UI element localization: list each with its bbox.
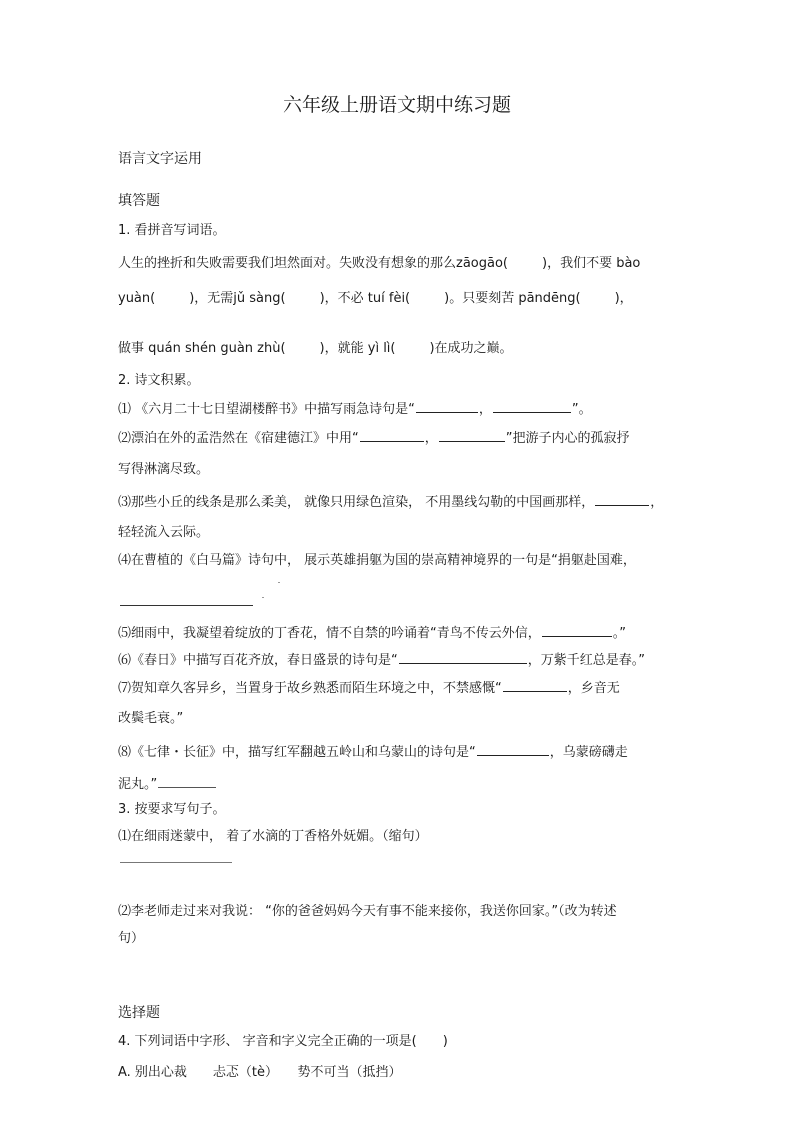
question-2-item-2 — [118, 428, 630, 448]
text: ，乡音无 — [567, 681, 620, 696]
question-2-item-8 — [118, 742, 628, 762]
text: ”。 — [571, 402, 592, 417]
text: )。只要刻苦 pāndēng( — [444, 291, 581, 306]
answer-blank[interactable] — [493, 399, 571, 413]
text: 泥丸。” — [118, 777, 158, 792]
text: 人生的挫折和失败需要我们坦然面对。失败没有想象的那么zāogāo( — [118, 256, 508, 271]
subsection-heading-fill: 填答题 — [118, 193, 160, 209]
question-1-heading: 1. 看拼音写词语。 — [118, 223, 226, 238]
text: ， — [424, 431, 438, 446]
answer-blank[interactable] — [399, 650, 527, 664]
question-2-item-1 — [118, 399, 592, 419]
text: )，我们不要 bào — [542, 256, 641, 271]
question-3-item-2: ⑵李老师走过来对我说： “你的爸爸妈妈今天有事不能来接你，我送你回家。”（改为转述 — [118, 904, 617, 919]
question-2-item-4: ⑷在曹植的《白马篇》诗句中， 展示英雄捐躯为国的崇高精神境界的一句是“捐躯赴国难， — [118, 553, 636, 568]
question-2-item-5 — [118, 623, 626, 643]
page-title: 六年级上册语文期中练习题 — [282, 94, 511, 116]
question-2-item-8-cont — [118, 774, 217, 794]
question-2-item-7-cont: 改鬓毛衰。” — [118, 711, 184, 726]
text: ，万紫千红总是春。” — [527, 653, 645, 668]
answer-blank[interactable] — [439, 428, 505, 442]
text: ⑶那些小丘的线条是那么柔美， 就像只用绿色渲染， 不用墨线勾勒的中国画那样， — [118, 495, 595, 510]
text: ⑻《七律・长征》中，描写红军翻越五岭山和乌蒙山的诗句是“ — [118, 745, 476, 760]
question-1-line-1 — [118, 255, 640, 273]
question-1-line-3 — [118, 340, 513, 358]
answer-blank[interactable] — [477, 742, 549, 756]
scan-speck — [262, 597, 264, 598]
question-3-item-1: ⑴在细雨迷蒙中， 着了水滴的丁香格外妩媚。（缩句） — [118, 829, 428, 844]
text: ⑺贺知章久客异乡，当置身于故乡熟悉而陌生环境之中，不禁感慨“ — [118, 681, 502, 696]
text: )在成功之巅。 — [429, 341, 513, 356]
section-heading: 语言文字运用 — [118, 151, 202, 167]
text: ⑸细雨中，我凝望着绽放的丁香花，情不自禁的吟诵着“青鸟不传云外信， — [118, 626, 541, 641]
text: ⑵漂泊在外的孟浩然在《宿建德江》中用“ — [118, 431, 359, 446]
question-2-item-3-cont: 轻轻流入云际。 — [118, 525, 210, 540]
question-2-item-7 — [118, 678, 620, 698]
answer-blank[interactable] — [360, 428, 424, 442]
text: ⑴ 《六月二十七日望湖楼醉书》中描写雨急诗句是“ — [118, 402, 415, 417]
question-4-option-a[interactable]: A. 别出心裁 忐忑（tè） 势不可当（抵挡） — [118, 1065, 402, 1080]
question-2-item-2-cont: 写得淋漓尽致。 — [118, 462, 210, 477]
text: ⑹《春日》中描写百花齐放，春日盛景的诗句是“ — [118, 653, 398, 668]
answer-blank[interactable] — [542, 623, 612, 637]
answer-blank[interactable] — [158, 774, 216, 788]
question-3-item-2-cont: 句） — [118, 931, 145, 946]
text: 。” — [612, 626, 626, 641]
text: ，乌蒙磅礴走 — [549, 745, 628, 760]
text: ， — [478, 402, 492, 417]
answer-blank[interactable] — [503, 678, 567, 692]
scan-speck — [278, 582, 280, 583]
question-1-line-2 — [118, 290, 633, 308]
question-2-heading: 2. 诗文积累。 — [118, 373, 200, 388]
answer-blank[interactable] — [595, 492, 649, 506]
subsection-heading-choice: 选择题 — [118, 1005, 160, 1021]
text: )，无需jǔ sàng( — [189, 291, 286, 306]
text: ”把游子内心的孤寂抒 — [505, 431, 630, 446]
answer-line[interactable] — [120, 862, 232, 863]
text: )，不必 tuí fèi( — [319, 291, 411, 306]
text: )， — [614, 291, 633, 306]
question-2-item-6 — [118, 650, 645, 670]
answer-blank[interactable] — [416, 399, 478, 413]
question-2-item-3 — [118, 492, 663, 512]
answer-line[interactable] — [120, 605, 253, 606]
text: )，就能 yì lì( — [319, 341, 396, 356]
question-4-heading: 4. 下列词语中字形、 字音和字义完全正确的一项是( ) — [118, 1034, 448, 1049]
text: ， — [650, 495, 664, 510]
text: 做事 quán shén guàn zhù( — [118, 341, 286, 356]
question-3-heading: 3. 按要求写句子。 — [118, 802, 226, 817]
text: yuàn( — [118, 291, 156, 306]
